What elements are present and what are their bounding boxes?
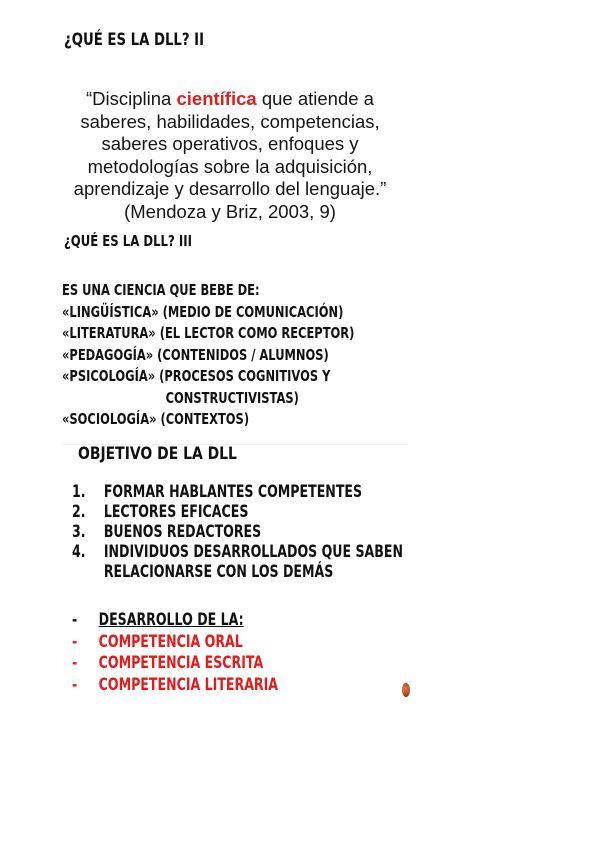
dash-bullet: - [72,631,78,652]
item-number: 3. [72,522,86,542]
science-item-psicologia-cont: CONSTRUCTIVISTAS) [165,388,299,407]
science-item-sociologia: «SOCIOLOGÍA» (CONTEXTOS) [62,410,250,428]
objective-item [72,542,403,562]
science-item-literatura: «LITERATURA» (EL LECTOR COMO RECEPTOR) [62,324,355,342]
sciences-list [62,280,354,431]
slide2-title: ¿QUÉ ES LA DLL? III [64,232,192,250]
item-number: 1. [72,482,86,502]
science-item-psicologia: «PSICOLOGÍA» (PROCESOS COGNITIVOS Y [62,367,331,385]
dev-heading-row [72,610,278,632]
competency-item-escrita [72,653,278,675]
objective-item [72,482,403,502]
science-item-pedagogia: «PEDAGOGÍA» (CONTENIDOS / ALUMNOS) [62,345,329,364]
item-text: LECTORES EFICACES [103,502,249,522]
competency-text: COMPETENCIA ORAL [98,631,243,652]
competencies-block [72,610,278,696]
decorative-dot-icon [402,683,410,697]
item-number [72,562,104,582]
competency-item-literaria [72,675,278,697]
objective-item [72,522,403,542]
objectives-list [72,482,403,582]
item-text: RELACIONARSE CON LOS DEMÁS [103,562,334,582]
item-number: 2. [72,502,86,522]
competency-text: COMPETENCIA ESCRITA [98,653,264,673]
dash-bullet: - [72,674,78,695]
objective-item-cont [72,562,403,582]
item-text: BUENOS REDACTORES [103,522,262,542]
competency-text: COMPETENCIA LITERARIA [98,674,279,695]
science-item-linguistica: «LINGÜÍSTICA» (MEDIO DE COMUNICACIÓN) [62,302,344,321]
objective-item [72,502,403,522]
dash-bullet: - [72,610,78,630]
sciences-intro: ES UNA CIENCIA QUE BEBE DE: [62,281,260,299]
quote-text-after: que atiende a saberes, habilidades, competencias, saberes operativos, enfoques y metodologías sobre la adquisición, aprendizaje y desarrollo del lenguaje.” (Mendoza y Briz, 2003, 9) [73,88,387,222]
quote-text-before: “Disciplina [86,88,177,109]
dash-bullet: - [72,653,78,673]
slide3-title: OBJETIVO DE LA DLL [78,444,237,464]
competency-item-oral [72,632,278,654]
dev-heading: DESARROLLO DE LA: [98,610,244,630]
slide1-title: ¿QUÉ ES LA DLL? II [64,30,205,50]
item-text: FORMAR HABLANTES COMPETENTES [103,482,363,502]
item-text: INDIVIDUOS DESARROLLADOS QUE SABEN [103,542,403,562]
definition-quote [60,88,400,223]
item-number: 4. [72,542,86,562]
quote-highlight: científica [176,88,257,109]
